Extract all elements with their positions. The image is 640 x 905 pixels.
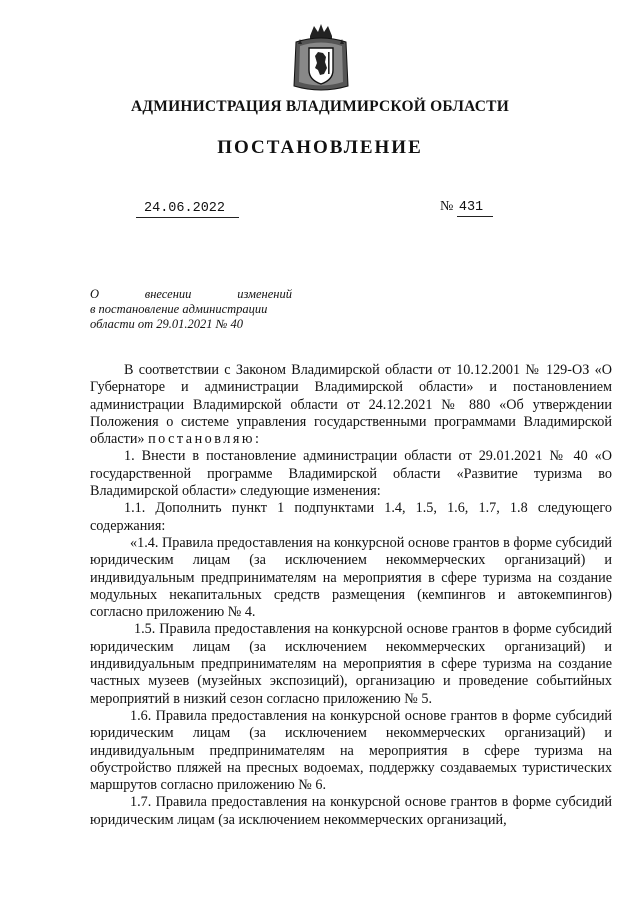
item-1-1-paragraph: 1.1. Дополнить пункт 1 подпунктами 1.4, 1.5, 1.6, 1.7, 1.8 следующего содержания: [90, 500, 612, 534]
number-label: № [440, 199, 454, 214]
resolve-word: постановляю: [148, 431, 262, 448]
subject-word: изменений [237, 287, 292, 301]
item-1-6-paragraph: 1.6. Правила предоставления на конкурсной основе грантов в форме субсидий юридическим лицам (за исключением некоммерческих организаций) и индивидуальным предпринимателям на мероприятия в сфере туризма на обустройство пляжей на пресных водоемах, поддержку создаваемых туристических маршрутов согласно приложению № 6. [90, 707, 612, 794]
subject-word: О [90, 287, 100, 301]
item-1-7-paragraph: 1.7. Правила предоставления на конкурсной основе грантов в форме субсидий юридическим лицам (за исключением некоммерческих организаций, [90, 794, 612, 828]
number-value: 431 [457, 200, 493, 217]
preamble-text: В соответствии с Законом Владимирской области от 10.12.2001 № 129-ОЗ «О Губернаторе и администрации Владимирской области» и постановлением администрации Владимирской области от 24.12.2021 № 880 «Об утверждении Положения о системе управления государственными программами Владимирской области» [90, 362, 612, 448]
subject-word: внесении [144, 287, 192, 301]
coat-of-arms-emblem-icon [290, 22, 352, 94]
subject-line-2: в постановление администрации [90, 302, 268, 316]
item-1-4-paragraph: «1.4. Правила предоставления на конкурсной основе грантов в форме субсидий юридическим лицам (за исключением некоммерческих организаций) и индивидуальным предпринимателям на мероприятия в сфере туризма на создание модульных некапитальных средств размещения (кемпингов и автокемпингов) согласно приложению № 4. [90, 534, 612, 621]
organization-title: АДМИНИСТРАЦИЯ ВЛАДИМИРСКОЙ ОБЛАСТИ [131, 98, 509, 115]
document-subject [90, 287, 292, 332]
document-body [90, 362, 612, 829]
item-1-5-paragraph: 1.5. Правила предоставления на конкурсной основе грантов в форме субсидий юридическим лицам (за исключением некоммерческих организаций) и индивидуальным предпринимателям на мероприятия в сфере туризма на создание частных музеев (музейных экспозиций), организацию и проведение событийных мероприятий в низкий сезон согласно приложению № 5. [90, 621, 612, 707]
preamble-paragraph [90, 362, 612, 448]
subject-line-3: области от 29.01.2021 № 40 [90, 317, 244, 331]
document-type-title: ПОСТАНОВЛЕНИЕ [217, 137, 423, 158]
item-1-paragraph: 1. Внести в постановление администрации области от 29.01.2021 № 40 «О государственной программе Владимирской области «Развитие туризма во Владимирской области» следующие изменения: [90, 448, 612, 500]
subject-line-1 [90, 287, 292, 302]
document-number [440, 199, 493, 215]
document-date: 24.06.2022 [136, 201, 239, 218]
